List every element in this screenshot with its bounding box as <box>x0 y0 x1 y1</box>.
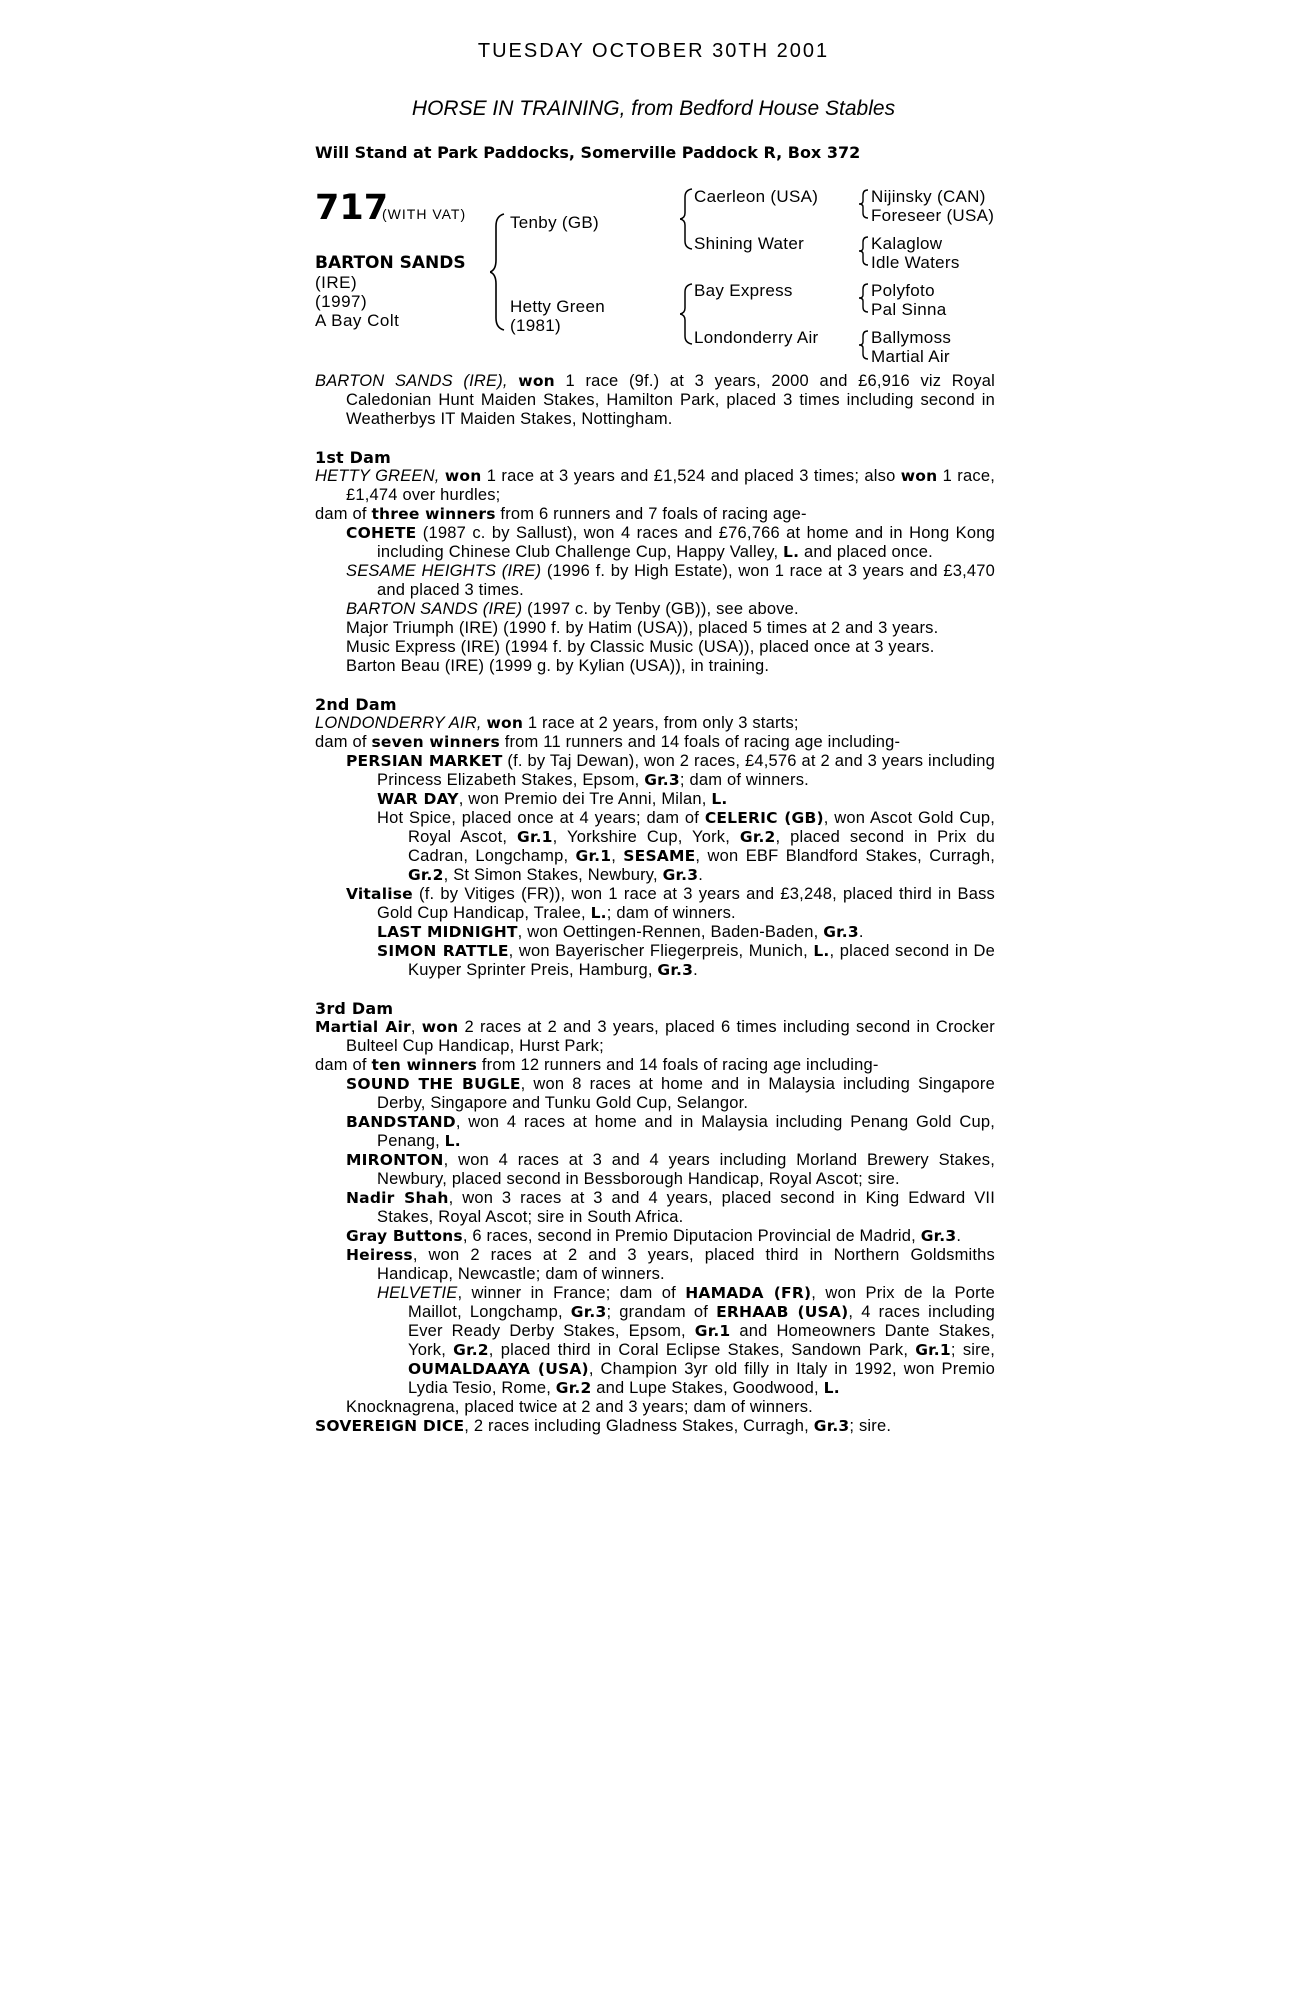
produce-entry: HELVETIE, winner in France; dam of HAMADA (FR), won Prix de la Porte Maillot, Longchamp, Gr.3; grandam of ERHAAB (USA), 4 races including Ever Ready Derby Stakes, Epsom, Gr.1 and Homeowners Dante Stakes, York, Gr.2, placed third in Coral Eclipse Stakes, Sandown Park, Gr.1; sire, OUMALDAAYA (USA), Champion 3yr old filly in Italy in 1992, won Premio Lydia Tesio, Rome, Gr.2 and Lupe Stakes, Goodwood, L. <box>377 1284 996 1397</box>
horse-country: (IRE) <box>315 273 358 292</box>
produce-entry: Barton Beau (IRE) (1999 g. by Kylian (USA)), in training. <box>346 657 770 675</box>
pedigree-dam: Hetty Green <box>510 297 605 316</box>
pedigree-brace-main <box>490 212 510 332</box>
pedigree-sds: Kalaglow <box>871 234 943 253</box>
produce-entry: BANDSTAND, won 4 races at home and in Malaysia including Penang Gold Cup, Penang, L. <box>346 1113 995 1150</box>
pedigree-dam-dam: Londonderry Air <box>694 328 819 347</box>
lot-subtitle: HORSE IN TRAINING, from Bedford House Stables <box>411 97 896 120</box>
pedigree-sss: Nijinsky (CAN) <box>871 187 986 206</box>
pedigree-dam-year: (1981) <box>510 316 561 335</box>
horse-name: BARTON SANDS <box>315 253 466 273</box>
produce-entry: BARTON SANDS (IRE) (1997 c. by Tenby (GB)), see above. <box>346 600 799 618</box>
horse-summary: BARTON SANDS (IRE), won 1 race (9f.) at 3 years, 2000 and £6,916 viz Royal Caledonian Hunt Maiden Stakes, Hamilton Park, placed 3 times including second in Weatherbys IT Maiden Stakes, Nottingham. <box>315 372 995 428</box>
produce-entry: COHETE (1987 c. by Sallust), won 4 races and £76,766 at home and in Hong Kong including Chinese Club Challenge Cup, Happy Valley, L. and placed once. <box>346 524 995 561</box>
produce-entry: Heiress, won 2 races at 2 and 3 years, placed third in Northern Goldsmiths Handicap, Newcastle; dam of winners. <box>346 1246 995 1283</box>
horse-description: A Bay Colt <box>315 311 400 330</box>
produce-entry: Hot Spice, placed once at 4 years; dam of CELERIC (GB), won Ascot Gold Cup, Royal Ascot, Gr.1, Yorkshire Cup, York, Gr.2, placed second in Prix du Cadran, Longchamp, Gr.1, SESAME, won EBF Blandford Stakes, Curragh, Gr.2, St Simon Stakes, Newbury, Gr.3. <box>377 809 995 884</box>
third-dam-record: Martial Air, won 2 races at 2 and 3 years, placed 6 times including second in Crocker Bulteel Cup Handicap, Hurst Park; <box>315 1018 995 1055</box>
third-dam-heading: 3rd Dam <box>315 999 394 1018</box>
catalogue-body <box>315 372 995 1436</box>
produce-entry: Music Express (IRE) (1994 f. by Classic Music (USA)), placed once at 3 years. <box>346 638 935 656</box>
pedigree-dds: Ballymoss <box>871 328 952 347</box>
pedigree-ddd: Martial Air <box>871 347 950 366</box>
third-dam-produce-summary: dam of ten winners from 12 runners and 14 foals of racing age including- <box>315 1056 879 1074</box>
pedigree-sdd: Idle Waters <box>871 253 960 272</box>
stand-location: Will Stand at Park Paddocks, Somerville Paddock R, Box 372 <box>315 143 861 162</box>
pedigree-sire: Tenby (GB) <box>510 213 599 232</box>
horse-year: (1997) <box>315 292 368 311</box>
produce-entry: Nadir Shah, won 3 races at 3 and 4 years, placed second in King Edward VII Stakes, Royal Ascot; sire in South Africa. <box>346 1189 995 1226</box>
first-dam-record: HETTY GREEN, won 1 race at 3 years and £1,524 and placed 3 times; also won 1 race, £1,474 over hurdles; <box>315 467 995 504</box>
produce-entry: MIRONTON, won 4 races at 3 and 4 years including Morland Brewery Stakes, Newbury, placed second in Bessborough Handicap, Royal Ascot; sire. <box>346 1151 995 1188</box>
pedigree-brace-sire <box>680 187 694 251</box>
pedigree-ssd: Foreseer (USA) <box>871 206 995 225</box>
pedigree-sire-sire: Caerleon (USA) <box>694 187 819 206</box>
pedigree-dsd: Pal Sinna <box>871 300 947 319</box>
pedigree-brace-dam <box>680 282 694 346</box>
pedigree-brace-dd <box>858 329 870 361</box>
produce-entry: SESAME HEIGHTS (IRE) (1996 f. by High Estate), won 1 race at 3 years and £3,470 and placed 3 times. <box>346 562 995 599</box>
produce-entry: Vitalise (f. by Vitiges (FR)), won 1 race at 3 years and £3,248, placed third in Bass Gold Cup Handicap, Tralee, L.; dam of winners. <box>346 885 995 922</box>
second-dam-produce-summary: dam of seven winners from 11 runners and 14 foals of racing age including- <box>315 733 901 751</box>
sale-date: TUESDAY OCTOBER 30TH 2001 <box>477 40 830 62</box>
pedigree-dss: Polyfoto <box>871 281 935 300</box>
lot-number: 717 <box>315 188 389 228</box>
second-dam-record: LONDONDERRY AIR, won 1 race at 2 years, from only 3 starts; <box>315 714 799 732</box>
pedigree-sire-dam: Shining Water <box>694 234 805 253</box>
first-dam-heading: 1st Dam <box>315 448 392 467</box>
produce-entry: Knocknagrena, placed twice at 2 and 3 years; dam of winners. <box>346 1398 813 1416</box>
second-dam-heading: 2nd Dam <box>315 695 397 714</box>
produce-entry: WAR DAY, won Premio dei Tre Anni, Milan, L. <box>377 790 728 808</box>
pedigree-brace-ss <box>858 188 870 220</box>
vat-note: (WITH VAT) <box>382 206 467 222</box>
pedigree-brace-ds <box>858 282 870 314</box>
produce-entry: Gray Buttons, 6 races, second in Premio Diputacion Provincial de Madrid, Gr.3. <box>346 1227 962 1245</box>
pedigree-brace-sd <box>858 235 870 267</box>
produce-entry: LAST MIDNIGHT, won Oettingen-Rennen, Baden-Baden, Gr.3. <box>377 923 864 941</box>
produce-entry: PERSIAN MARKET (f. by Taj Dewan), won 2 races, £4,576 at 2 and 3 years including Princess Elizabeth Stakes, Epsom, Gr.3; dam of winners. <box>346 752 995 789</box>
produce-entry: SOUND THE BUGLE, won 8 races at home and in Malaysia including Singapore Derby, Singapore and Tunku Gold Cup, Selangor. <box>346 1075 995 1112</box>
pedigree-dam-sire: Bay Express <box>694 281 793 300</box>
first-dam-produce-summary: dam of three winners from 6 runners and 7 foals of racing age- <box>315 505 807 523</box>
produce-entry: SIMON RATTLE, won Bayerischer Fliegerpreis, Munich, L., placed second in De Kuyper Sprinter Preis, Hamburg, Gr.3. <box>377 942 996 979</box>
produce-entry: Major Triumph (IRE) (1990 f. by Hatim (USA)), placed 5 times at 2 and 3 years. <box>346 619 939 637</box>
produce-entry: SOVEREIGN DICE, 2 races including Gladness Stakes, Curragh, Gr.3; sire. <box>315 1417 892 1435</box>
